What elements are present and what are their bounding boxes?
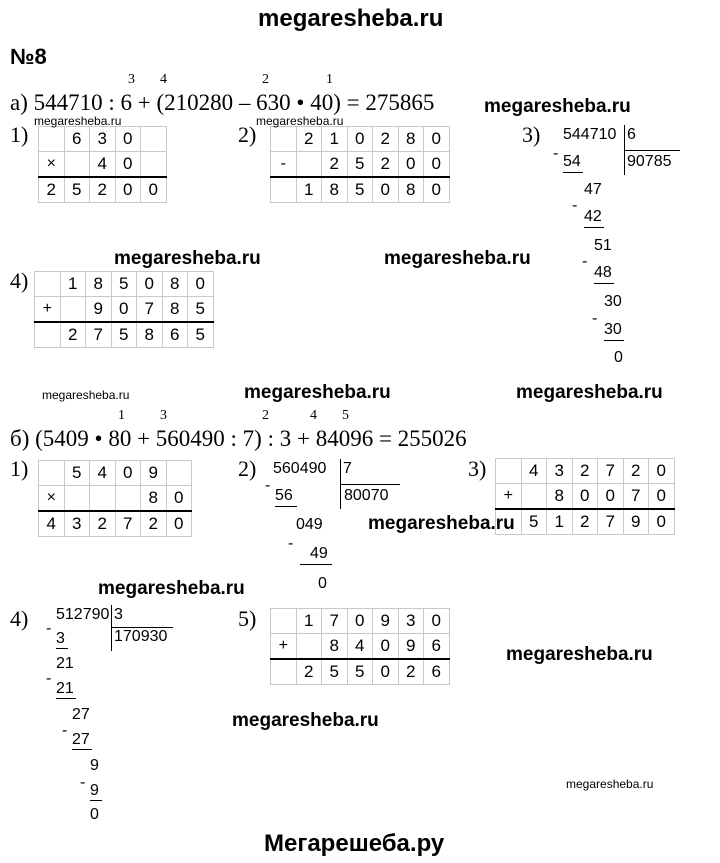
- order-mark: 4: [160, 72, 167, 87]
- order-mark: 3: [128, 72, 135, 87]
- watermark: megaresheba.ru: [516, 382, 663, 403]
- step-label: 3): [522, 122, 541, 147]
- expression-b: б) (5409 • 80 + 560490 : 7) : 3 + 84096 = 255026: [10, 426, 467, 451]
- order-mark: 4: [310, 408, 317, 423]
- addition-grid: 1 8 5 0 8 0 + 9 0 7 8 5 2 7 5 8 6 5: [34, 271, 214, 348]
- order-mark: 1: [326, 72, 333, 87]
- step-label: 3): [468, 456, 487, 481]
- watermark: megaresheba.ru: [256, 114, 344, 128]
- watermark: megaresheba.ru: [244, 382, 391, 403]
- step-label: 2): [238, 122, 257, 147]
- watermark: megaresheba.ru: [368, 513, 515, 534]
- step-label: 4): [10, 268, 29, 293]
- step-label: 2): [238, 456, 257, 481]
- plus-sign: +: [35, 297, 61, 323]
- step-label: 4): [10, 606, 29, 631]
- watermark: megaresheba.ru: [34, 114, 122, 128]
- site-footer[interactable]: Мегарешеба.ру: [264, 830, 445, 857]
- watermark: megaresheba.ru: [42, 388, 130, 402]
- expression-a: а) 544710 : 6 + (210280 – 630 • 40) = 275865: [10, 90, 435, 115]
- multiply-sign: ×: [39, 486, 65, 512]
- step-label: 5): [238, 606, 257, 631]
- order-mark: 3: [160, 408, 167, 423]
- watermark: megaresheba.ru: [232, 710, 379, 731]
- order-mark: 1: [118, 408, 125, 423]
- multiply-sign: ×: [39, 152, 65, 178]
- order-mark: 2: [262, 72, 269, 87]
- multiplication-grid: 5 4 0 9 × 8 0 4 3 2 7 2 0: [38, 460, 192, 537]
- site-title[interactable]: megaresheba.ru: [258, 5, 444, 32]
- order-mark: 5: [342, 408, 349, 423]
- multiplication-grid: 6 3 0 × 4 0 2 5 2 0 0: [38, 126, 167, 203]
- plus-sign: +: [271, 634, 297, 660]
- minus-sign: -: [271, 152, 297, 178]
- watermark: megaresheba.ru: [566, 777, 654, 791]
- plus-sign: +: [496, 484, 522, 510]
- addition-grid: 1 7 0 9 3 0 + 8 4 0 9 6 2 5 5 0 2 6: [270, 608, 450, 685]
- task-number: №8: [10, 44, 47, 69]
- watermark: megaresheba.ru: [114, 248, 261, 269]
- watermark: megaresheba.ru: [506, 644, 653, 665]
- addition-grid: 4 3 2 7 2 0 + 8 0 0 7 0 5 1 2 7 9 0: [495, 458, 675, 535]
- step-label: 1): [10, 122, 29, 147]
- subtraction-grid: 2 1 0 2 8 0 - 2 5 2 0 0 1 8 5 0 8 0: [270, 126, 450, 203]
- step-label: 1): [10, 456, 29, 481]
- watermark: megaresheba.ru: [484, 96, 631, 117]
- watermark: megaresheba.ru: [98, 578, 245, 599]
- order-mark: 2: [262, 408, 269, 423]
- watermark: megaresheba.ru: [384, 248, 531, 269]
